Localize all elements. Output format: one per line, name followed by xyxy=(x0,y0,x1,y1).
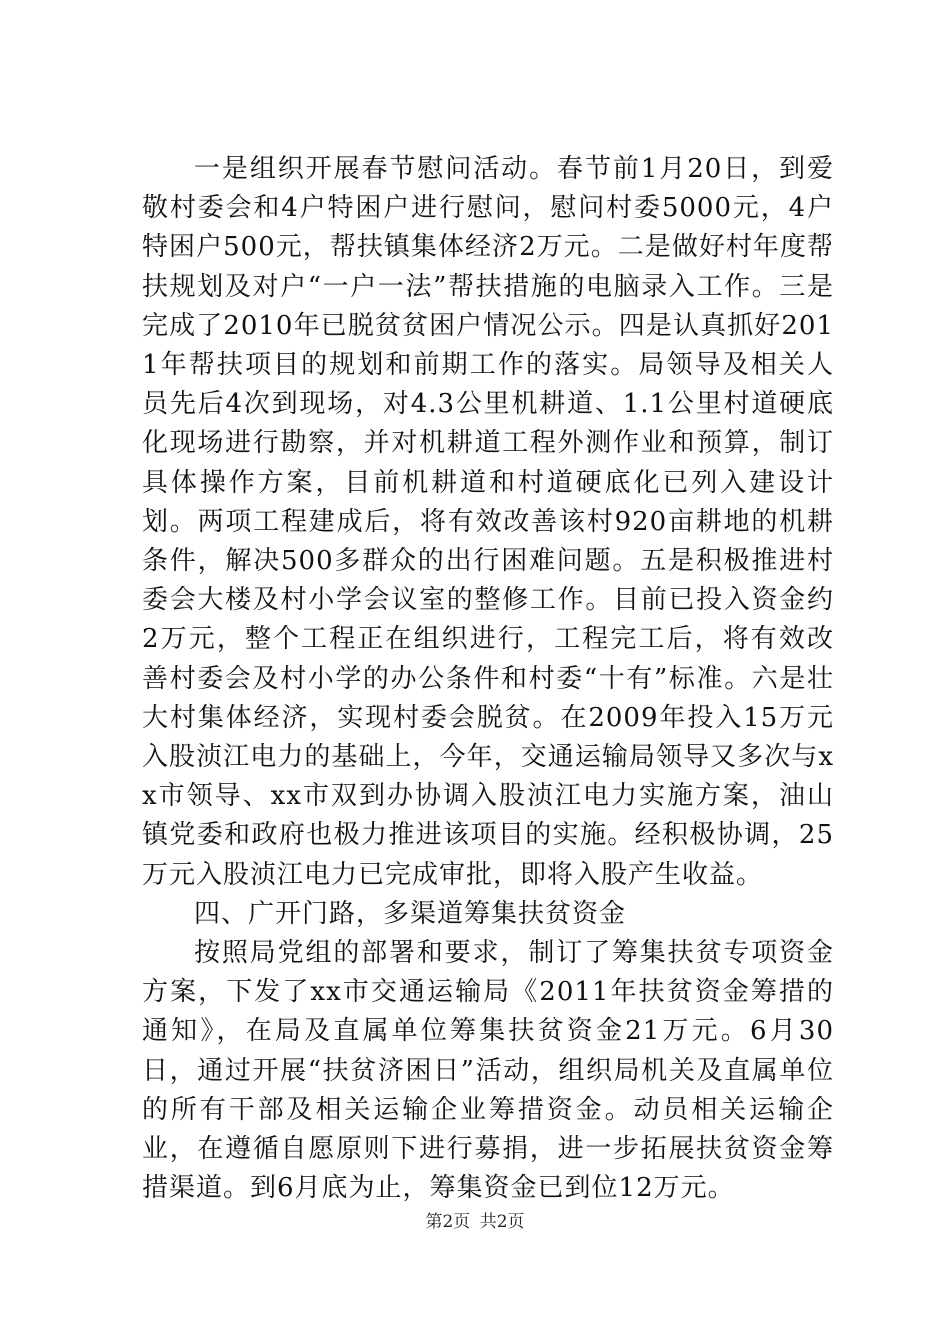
current-page-label: 第2页 xyxy=(425,1212,471,1232)
total-pages-label: 共2页 xyxy=(479,1212,525,1232)
paragraph-poverty-relief-activities: 一是组织开展春节慰问活动。春节前1月20日，到爱敬村委会和4户特困户进行慰问，慰问村委5000元，4户特困户500元，帮扶镇集体经济2万元。二是做好村年度帮扶规划及对户“一户一法”帮扶措施的电脑录入工作。三是完成了2010年已脱贫贫困户情况公示。四是认真抓好2011年帮扶项目的规划和前期工作的落实。局领导及相关人员先后4次到现场，对4.3公里机耕道、1.1公里村道硬底化现场进行勘察，并对机耕道工程外测作业和预算，制订具体操作方案，目前机耕道和村道硬底化已列入建设计划。两项工程建成后，将有效改善该村920亩耕地的机耕条件，解决500多群众的出行困难问题。五是积极推进村委会大楼及村小学会议室的整修工作。目前已投入资金约2万元，整个工程正在组织进行，工程完工后，将有效改善村委会及村小学的办公条件和村委“十有”标准。六是壮大村集体经济，实现村委会脱贫。在2009年投入15万元入股浈江电力的基础上，今年，交通运输局领导又多次与xx市领导、xx市双到办协调入股浈江电力实施方案，油山镇党委和政府也极力推进该项目的实施。经积极协调，25万元入股浈江电力已完成审批，即将入股产生收益。 xyxy=(142,154,834,890)
paragraph-fundraising-details: 按照局党组的部署和要求，制订了筹集扶贫专项资金方案，下发了xx市交通运输局《2011年扶贫资金筹措的通知》，在局及直属单位筹集扶贫资金21万元。6月30日，通过开展“扶贫济困日”活动，组织局机关及直属单位的所有干部及相关运输企业筹措资金。动员相关运输企业，在遵循自愿原则下进行募捐，进一步拓展扶贫资金筹措渠道。到6月底为止，筹集资金已到位12万元。 xyxy=(142,938,834,1204)
document-body xyxy=(142,150,834,1208)
page-footer xyxy=(0,1210,950,1234)
section-heading-fundraising: 四、广开门路，多渠道筹集扶贫资金 xyxy=(194,898,627,929)
